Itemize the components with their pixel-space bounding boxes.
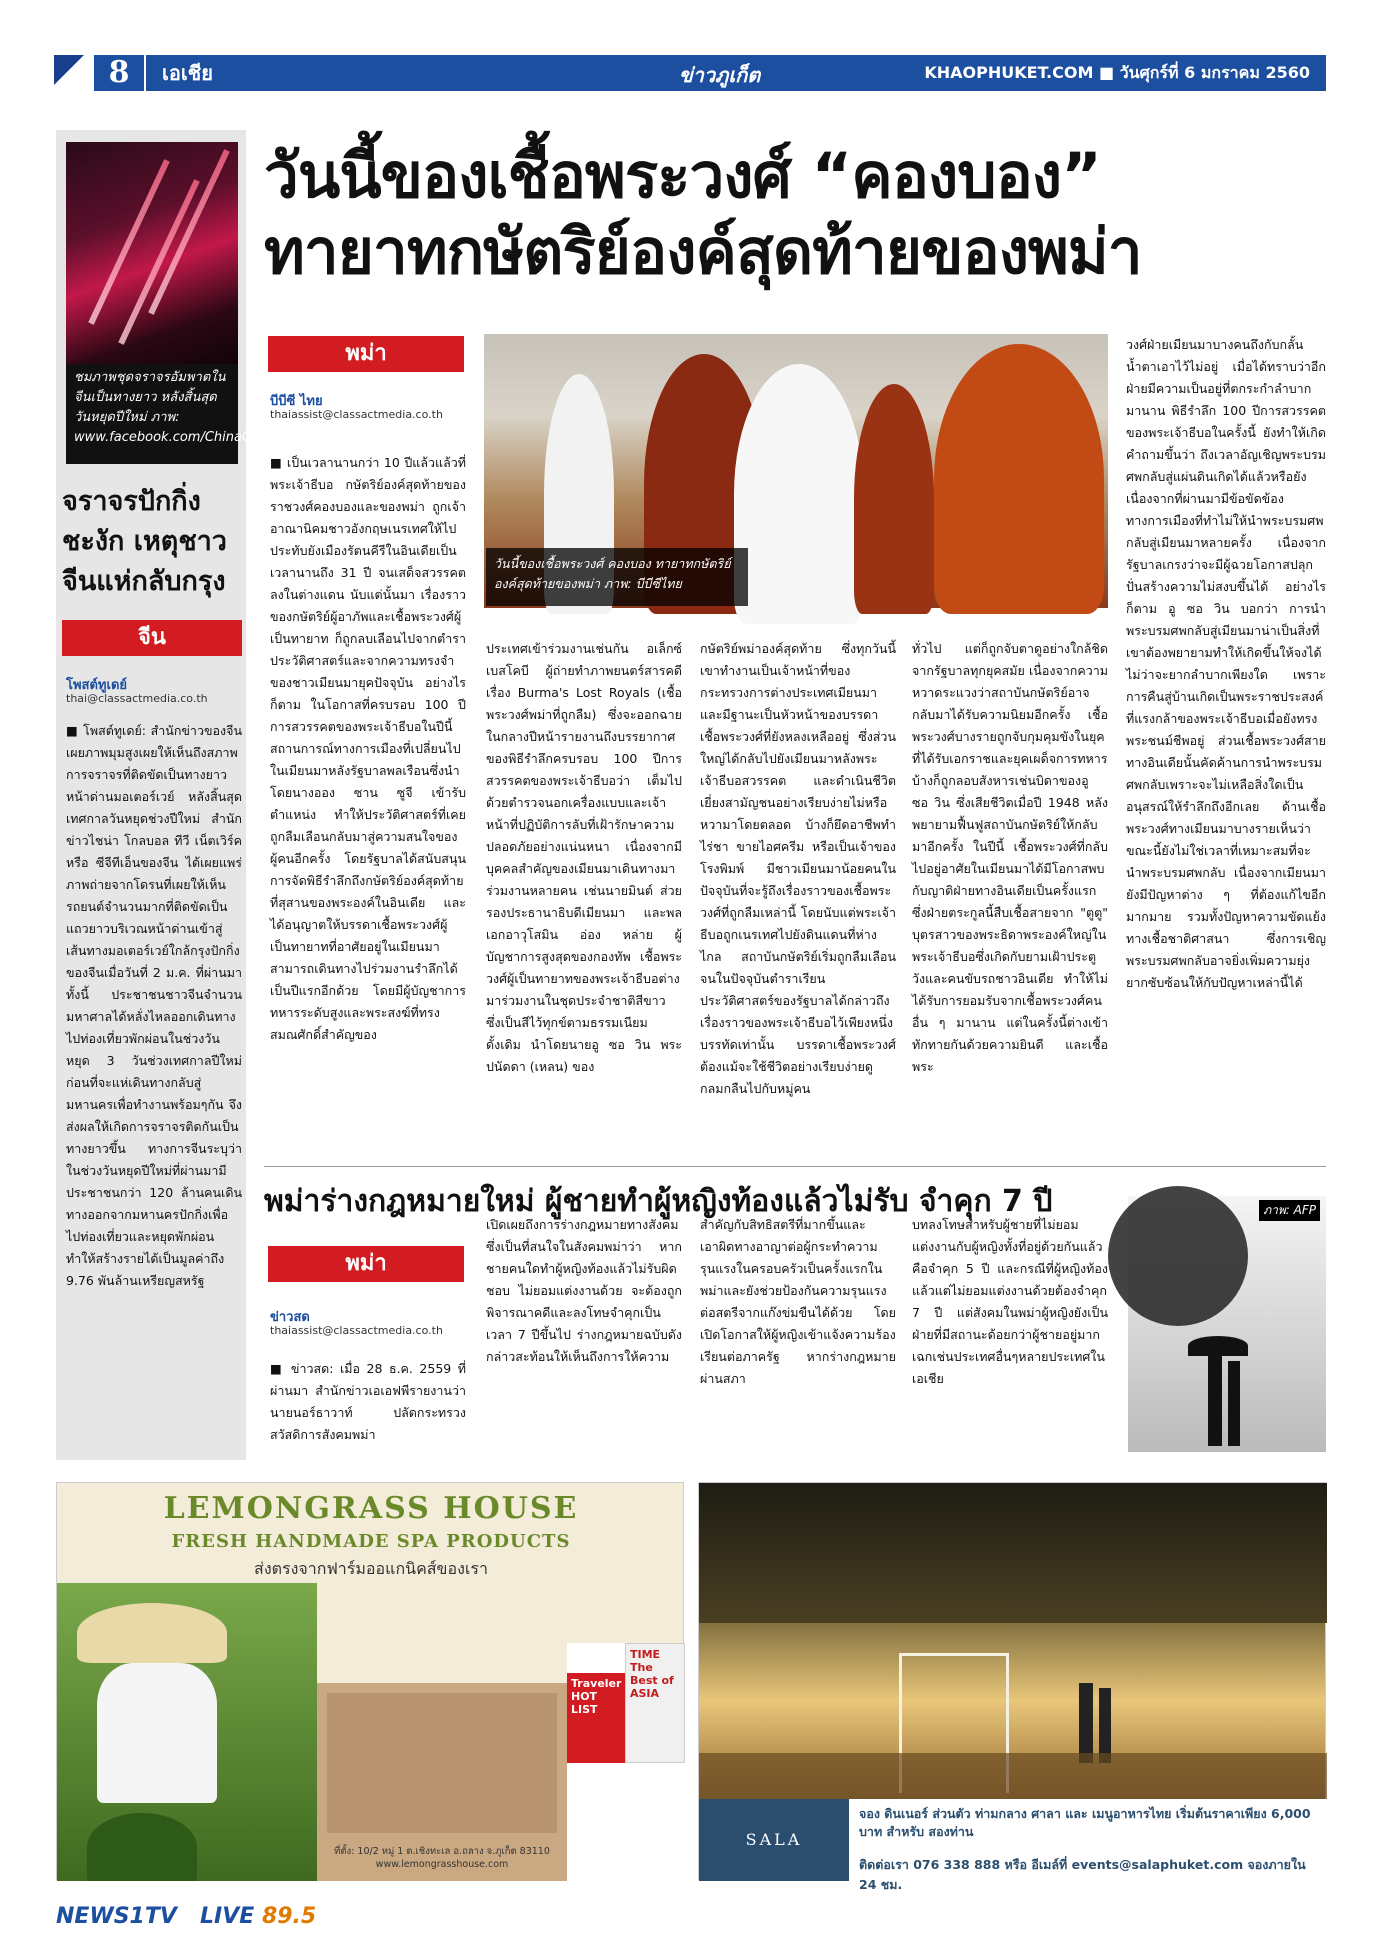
sidebar-body: ■ โพสต์ทูเดย์: สำนักข่าวของจีนเผยภาพมุมสูงเผยให้เห็นถึงสภาพการจราจรที่ติดขัดเป็นทางยาวหน้าด่านมอเตอร์เวย์ หลังสิ้นสุดเทศกาลวันหยุดช่วงปีใหม่ สำนักข่าวไชน่า โกลบอล ทีวี เน็ตเวิร์ค หรือ ซีจีทีเอ็นของจีน ได้เผยแพร่ภาพถ่ายจากโดรนที่เผยให้เห็นรถยนต์จำนวนมากที่ติดขัดเป็นแถวยาวบริเวณหน้าด่านเข้าสู่เส้นทางมอเตอร์เวย์ใกล้กรุงปักกิ่งของจีนเมื่อวันที่ 2 ม.ค. ที่ผ่านมา ทั้งนี้ ประชาชนชาวจีนจำนวนมหาศาลได้หลั่งไหลออกเดินทางไปท่องเที่ยวพักผ่อนในช่วงวันหยุด 3 วันช่วงเทศกาลปีใหม่ ก่อนที่จะแห่เดินทางกลับสู่มหานครเพื่อทำงานพร้อมๆกัน จึงส่งผลให้เกิดการจราจรติดกันเป็นทางยาวขึ้น ทางการจีนระบุว่า ในช่วงวันหยุดปีใหม่ที่ผ่านมามีประชาชนกว่า 120 ล้านคนเดินทางออกจากมหานครปักกิ่งเพื่อไปท่องเที่ยวและหยุดพักผ่อน ทำให้สร้างรายได้เป็นมูลค่าถึง 9.76 พันล้านเหรียญสหรัฐ	[66, 723, 242, 1288]
sala-ad-contact[interactable]: ติดต่อเรา 076 338 888 หรือ อีเมล์ที่ events@salaphuket.com จองภายใน 24 ชม.	[859, 1857, 1306, 1892]
sidebar-author: โพสต์ทูเดย์	[66, 678, 128, 693]
lemongrass-house-ad[interactable]	[56, 1482, 684, 1880]
live-radio-logo	[200, 1904, 316, 1929]
second-headline: พม่าร่างกฎหมายใหม่ ผู้ชายทำผู้หญิงท้องแล้วไม่รับ จำคุก 7 ปี	[264, 1184, 1053, 1219]
lemongrass-ad-footer: ที่ตั้ง: 10/2 หมู่ 1 ต.เชิงทะเล อ.ถลาง จ.ภูเก็ต 83110 www.lemongrasshouse.com	[334, 1846, 550, 1870]
frequency-label: 89.5	[261, 1904, 317, 1929]
second-article-col2: เปิดเผยถึงการร่างกฎหมายทางสังคมซึ่งเป็นที่สนใจในสังคมพม่าว่า หากชายคนใดทำผู้หญิงท้องแล้วไม่รับผิดชอบ ไม่ยอมแต่งงานด้วย จะต้องถูกพิจารณาคดีและลงโทษจำคุกเป็นเวลา 7 ปีขึ้นไป ร่างกฎหมายฉบับดังกล่าวสะท้อนให้เห็นถึงการให้ความ	[486, 1217, 682, 1364]
sidebar-headline: จราจรปักกิ่งชะงัก เหตุชาวจีนแห่กลับกรุง	[62, 486, 227, 597]
sidebar-photo-caption: ชมภาพชุดจราจรอัมพาตในจีนเป็นทางยาว หลังสิ้นสุดวันหยุดปีใหม่ ภาพ: www.facebook.com/ChinaGlobalTVNetwork	[66, 364, 238, 464]
newspaper-logo: ข่าวภูเก็ต	[679, 63, 761, 87]
couple-umbrella-photo	[1128, 1196, 1326, 1452]
afp-photo-credit: ภาพ: AFP	[1259, 1200, 1320, 1221]
main-article-author: บีบีซี ไทย	[270, 394, 323, 409]
sidebar-email[interactable]: thai@classactmedia.co.th	[66, 692, 208, 705]
sala-phuket-ad[interactable]	[698, 1482, 1326, 1892]
live-label: LIVE	[200, 1904, 255, 1929]
main-article-col1: ■ เป็นเวลานานกว่า 10 ปีแล้วแล้วที่พระเจ้าธีบอ กษัตริย์องค์สุดท้ายของราชวงศ์คองบองและของพม่า ถูกเจ้าอาณานิคมชาวอังกฤษเนรเทศให้ไปประทับยังเมืองรัตนคีรีในอินเดียเป็นเวลานานถึง 31 ปี จนเสด็จสวรรคตลงในต่างแดน นับแต่นั้นมา เรื่องราวของกษัตริย์ผู้อาภัพและเชื้อพระวงศ์ผู้เป็นทายาท ก็ถูกลบเลือนไปจากตำราประวัติศาสตร์และจากความทรงจำของชาวเมียนมายุคปัจจุบัน อย่างไรก็ตาม ในโอกาสที่ครบรอบ 100 ปี การสวรรคตของพระเจ้าธีบอในปีนี้ สถานการณ์ทางการเมืองที่เปลี่ยนไปในเมียนมาหลังรัฐบาลพลเรือนซึ่งนำโดยนางออง ซาน ซูจี เข้ารับตำแหน่ง ทำให้ประวัติศาสตร์ที่เคยถูกลืมเลือนกลับมาสู่ความสนใจของผู้คนอีกครั้ง โดยรัฐบาลได้สนับสนุนการจัดพิธีรำลึกถึงกษัตริย์องค์สุดท้ายที่สุสานของพระองค์ในอินเดีย และได้อนุญาตให้บรรดาเชื้อพระวงศ์ผู้เป็นทายาทที่อาศัยอยู่ในเมียนมาสามารถเดินทางไปร่วมงานรำลึกได้เป็นปีแรกอีกด้วย โดยมีผู้บัญชาการทหารระดับสูงและพระสงฆ์ที่ทรงสมณศักดิ์สำคัญของ	[270, 455, 466, 1042]
lemongrass-ad-subtitle: FRESH HANDMADE SPA PRODUCTS	[171, 1531, 571, 1552]
section-corner-mark	[54, 55, 92, 91]
main-article-col3: กษัตริย์พม่าองค์สุดท้าย ซึ่งทุกวันนี้เขาทำงานเป็นเจ้าหน้าที่ของกระทรวงการต่างประเทศเมียนมา และมีฐานะเป็นหัวหน้าของบรรดาเชื้อพระวงศ์ที่ยังหลงเหลืออยู่ ซึ่งส่วนใหญ่ได้กลับไปยังเมียนมาหลังพระเจ้าธีบอสวรรคต และดำเนินชีวิตเยี่ยงสามัญชนอย่างเรียบง่ายไม่หรือหวามาโดยตลอด บ้างก็ยึดอาชีพทำไร่ชา ขายไอศครีม หรือเป็นเจ้าของโรงพิมพ์ มีชาวเมียนมาน้อยคนในปัจจุบันที่จะรู้ถึงเรื่องราวของเชื้อพระวงศ์ที่ถูกลืมเหล่านี้ โดยนับแต่พระเจ้าธีบอถูกเนรเทศไปยังดินแดนที่ห่างไกล สถาบันกษัตริย์เริ่มถูกลืมเลือน จนในปัจจุบันตำราเรียนประวัติศาสตร์ของรัฐบาลได้กล่าวถึงเรื่องราวของพระเจ้าธีบอไว้เพียงหนึ่งบรรทัดเท่านั้น บรรดาเชื้อพระวงศ์ต้องแม้จะใช้ชีวิตอย่างเรียบง่ายดูกลมกลืนไปกับหมู่คน	[700, 641, 896, 1096]
second-article-col1: ■ ข่าวสด: เมื่อ 28 ธ.ค. 2559 ที่ผ่านมา สำนักข่าวเอเอฟพีรายงานว่า นายนอร์ธาวาท์ ปลัดกระทรวงสวัสดิการสังคมพม่า	[270, 1361, 466, 1442]
page-number: 8	[94, 55, 146, 91]
main-article-email[interactable]: thaiassist@classactmedia.co.th	[270, 408, 443, 421]
main-article-col4: ทั่วไป แต่ก็ถูกจับตาดูอย่างใกล้ชิดจากรัฐบาลทุกยุคสมัย เนื่องจากความหวาดระแวงว่าสถาบันกษัตริย์อาจกลับมาได้รับความนิยมอีกครั้ง เชื้อพระวงศ์บางรายถูกจับกุมคุมขังในยุคที่ได้รับเอกราชและยุคเผด็จการทหาร บ้างก็ถูกลอบสังหารเช่นบิดาของอู ซอ วิน ซึ่งเสียชีวิตเมื่อปี 1948 หลังพยายามฟื้นฟูสถาบันกษัตริย์ให้กลับมาอีกครั้ง ในปีนี้ เชื้อพระวงศ์ที่กลับไปอยู่อาศัยในเมียนมาได้มีโอกาสพบกับญาติฝ่ายทางอินเดียเป็นครั้งแรก ซึ่งฝ่ายตระกูลนี้สืบเชื้อสายจาก "ตูตู" บุตรสาวของพระธิดาพระองค์ใหญ่ในพระเจ้าธีบอซึ่งเกิดกับยามเฝ้าประตูวังและคนขับรถชาวอินเดีย ทำให้ไม่ได้รับการยอมรับจากเชื้อพระวงศ์คนอื่น ๆ มานาน แต่ในครั้งนี้ต่างเข้าทักทายกันด้วยความยินดี และเชื้อพระ	[912, 641, 1108, 1074]
main-article-tag: พม่า	[268, 336, 464, 372]
news1tv-logo: NEWS1TV	[56, 1904, 177, 1929]
second-article-col4: บทลงโทษสำหรับผู้ชายที่ไม่ยอมแต่งงานกับผู้หญิงทั้งที่อยู่ด้วยกันแล้วคือจำคุก 5 ปี และกรณีที่ผู้หญิงท้องแล้วแต่ไม่ยอมแต่งงานด้วยต้องจำคุก 7 ปี แต่สังคมในพม่าผู้หญิงยังเป็นฝ่ายที่มีสถานะด้อยกว่าผู้ชายอยู่มากเฉกเช่นประเทศอื่นๆหลายประเทศในเอเชีย	[912, 1217, 1108, 1386]
main-article-col2: ประเทศเข้าร่วมงานเช่นกัน อเล็กซ์ เบสโคบี ผู้ถ่ายทำภาพยนตร์สารคดีเรื่อง Burma's Lost Royals (เชื้อพระวงศ์พม่าที่ถูกลืม) ซึ่งจะออกฉายในกลางปีหน้ารายงานถึงบรรยากาศของพิธีรำลึกครบรอบ 100 ปีการสวรรคตของพระเจ้าธีบอว่า เต็มไปด้วยตำรวจนอกเครื่องแบบและเจ้าหน้าที่ปฏิบัติการลับที่เฝ้ารักษาความปลอดภัยอย่างแน่นหนา เนื่องจากมีบุคคลสำคัญของเมียนมาเดินทางมาร่วมงานหลายคน เช่นนายมินต์ ส่วย รองประธานาธิบดีเมียนมา และพลเอกอาวุโสมิน อ่อง หล่าย ผู้บัญชาการสูงสุดของกองทัพ เชื้อพระวงศ์ผู้เป็นทายาทของพระเจ้าธีบอต่างมาร่วมงานในชุดประจำชาติสีขาว ซึ่งเป็นสีไว้ทุกข์ตามธรรมเนียมดั้งเดิม นำโดยนายอู ซอ วิน พระปนัดดา (เหลน) ของ	[486, 641, 682, 1074]
site-and-date: KHAOPHUKET.COM ■ วันศุกร์ที่ 6 มกราคม 2560	[924, 63, 1310, 82]
lemongrass-ad-title: LEMONGRASS HOUSE	[163, 1491, 579, 1526]
lemongrass-farm-photo	[57, 1583, 317, 1881]
second-article-tag: พม่า	[268, 1246, 464, 1282]
main-headline	[264, 138, 1324, 290]
sidebar-country-tag: จีน	[62, 620, 242, 656]
second-article-col3: สำคัญกับสิทธิสตรีที่มากขึ้นและเอาผิดทางอาญาต่อผู้กระทำความรุนแรงในครอบครัวเป็นครั้งแรกในพม่าและยังช่วยป้องกันความรุนแรงต่อสตรีจากแก๊งข่มขืนได้ด้วย โดยเปิดโอกาสให้ผู้หญิงเข้าแจ้งความร้องเรียนต่อภาครัฐ หากร่างกฎหมายผ่านสภา	[700, 1217, 896, 1386]
main-headline-line2: ทายาทกษัตริย์องค์สุดท้ายของพม่า	[264, 215, 1142, 288]
second-article-email[interactable]: thaiassist@classactmedia.co.th	[270, 1324, 443, 1337]
article-divider	[264, 1166, 1326, 1167]
main-photo-caption: วันนี้ของเชื้อพระวงศ์ คองบอง ทายาทกษัตริย์องค์สุดท้ายของพม่า ภาพ: บีบีซีไทย	[486, 548, 748, 606]
sala-logo: SALA	[699, 1799, 849, 1881]
sala-ad-info-bar	[699, 1799, 1327, 1892]
page-header-bar	[94, 55, 1326, 91]
main-article-col5: วงศ์ฝ่ายเมียนมาบางคนถึงกับกลั้นน้ำตาเอาไว้ไม่อยู่ เมื่อได้ทราบว่าอีกฝ่ายมีความเป็นอยู่ที่ตกระกำลำบากมานาน พิธีรำลึก 100 ปีการสวรรคตของพระเจ้าธีบอในครั้งนี้ ยังทำให้เกิดคำถามขึ้นว่า ถึงเวลาอัญเชิญพระบรมศพกลับสู่แผ่นดินเกิดได้แล้วหรือยัง เนื่องจากที่ผ่านมามีข้อขัดข้องทางการเมืองที่ทำไม่ให้นำพระบรมศพกลับสู่เมียนมาหลายครั้ง เนื่องจากรัฐบาลเกรงว่าจะมีผู้ฉวยโอกาสปลุกปั่นสร้างความไม่สงบขึ้นได้ อย่างไรก็ตาม อู ซอ วิน บอกว่า การนำพระบรมศพกลับสู่เมียนมาน่าเป็นสิ่งที่เขาต้องพยายามทำให้เกิดขึ้นให้จงได้ ไม่ว่าจะยากลำบากเพียงใด เพราะการคืนสู่บ้านเกิดเป็นพระราชประสงค์ที่แรงกล้าของพระเจ้าธีบอเมื่อยังทรงพระชนม์ชีพอยู่ ส่วนเชื้อพระวงศ์สายทางอินเดียนั้นคัดค้านการนำพระบรมศพกลับเพราะจะไม่เหลือสิ่งใดเป็นอนุสรณ์ให้รำลึกถึงอีกเลย ด้านเชื้อพระวงศ์ทางเมียนมาบางรายเห็นว่า ขณะนี้ยังไม่ใช่เวลาที่เหมาะสมที่จะนำพระบรมศพกลับ เนื่องจากเมียนมายังมีปัญหาต่าง ๆ ที่ต้องแก้ไขอีกมากมาย รวมทั้งปัญหาความขัดแย้งทางเชื้อชาติศาสนา ซึ่งการเชิญพระบรมศพกลับอาจยิ่งเพิ่มความยุ่งยากซับซ้อนให้กับปัญหาเหล่านี้ได้	[1126, 337, 1326, 990]
magazine-traveler: Traveler HOT LIST	[567, 1673, 627, 1763]
main-headline-line1: วันนี้ของเชื้อพระวงศ์ “คองบอง”	[264, 139, 1101, 212]
lemongrass-ad-thai-line: ส่งตรงจากฟาร์มออแกนิคส์ของเรา	[254, 1559, 488, 1578]
magazine-covers	[567, 1643, 685, 1881]
magazine-time: TIME The Best of ASIA	[625, 1643, 685, 1763]
second-article-author: ข่าวสด	[270, 1310, 310, 1325]
traffic-jam-photo	[66, 142, 238, 364]
section-name: เอเชีย	[162, 61, 213, 85]
sala-ad-offer: จอง ดินเนอร์ ส่วนตัว ท่ามกลาง ศาลา และ เมนูอาหารไทย เริ่มต้นราคาเพียง 6,000 บาท สำหรับ สองท่าน	[859, 1806, 1311, 1839]
